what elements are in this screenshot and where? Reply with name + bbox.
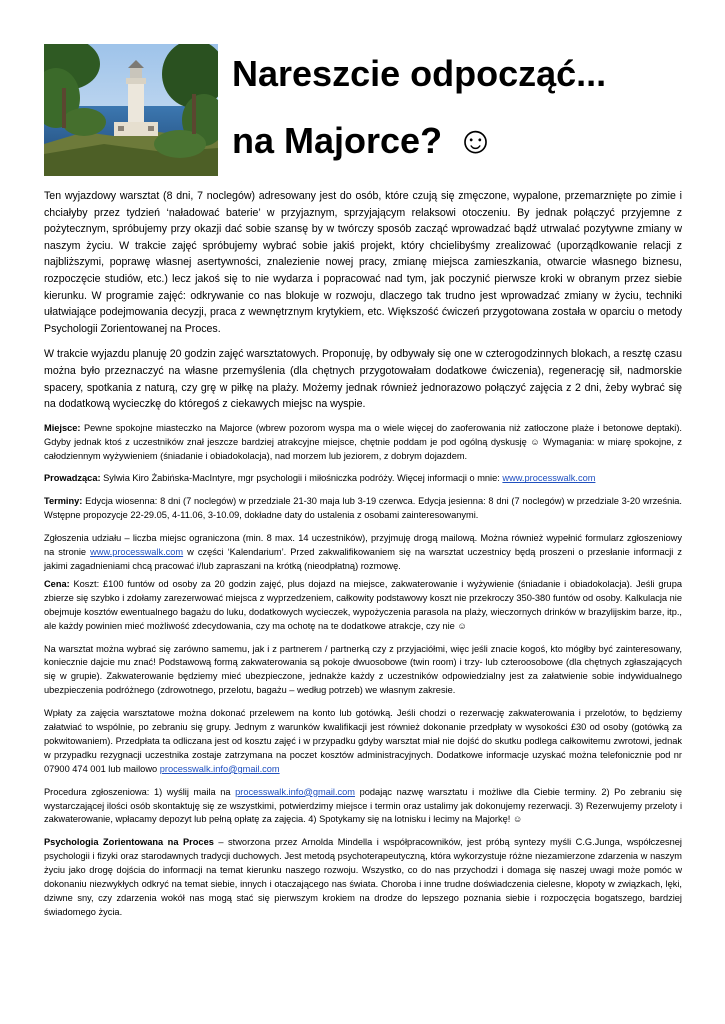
price-label: Cena: <box>44 578 70 589</box>
price-paragraph <box>44 578 682 634</box>
process-psychology-paragraph <box>44 836 682 919</box>
process-psychology-label: Psychologia Zorientowana na Proces <box>44 837 214 848</box>
procedure-paragraph <box>44 786 682 828</box>
dates-paragraph <box>44 495 682 523</box>
title-text: na Majorce? <box>232 120 443 161</box>
procedure-text-1: Procedura zgłoszeniowa: 1) wyślij maila na <box>44 786 236 797</box>
email-link[interactable]: processwalk.info@gmail.com <box>159 763 280 774</box>
registration-paragraph <box>44 532 682 574</box>
location-label: Miejsce: <box>44 422 81 433</box>
intro-paragraph: Ten wyjazdowy warsztat (8 dni, 7 noclegów) adresowany jest do osób, które czują się zmęczone, wypalone, przemarznięte po zimie i chciałyby przez tydzień ‘naładować baterie’ w przyjaznym, sprzyjającym relaksowi otoczeniu. By jednak połączyć przyjemne z pożytecznym, spróbujemy przy okazji dać sobie szansę by w twórczy sposób zacząć wprowadzać bądź utrwalać pozytywne zmiany w naszym życiu. W trakcie zajęć spróbujemy wybrać sobie jakiś projekt, który chcielibyśmy zrealizować (uporządkowanie relacji z najbliższymi, poprawę własnej asertywności, znalezienie nowej pracy, zmianę miejsca zamieszkania, otwarcie własnego biznesu, rozpoczęcie studiów, etc.) lecz jakoś się to nie wydarza i popracować nad tym, jak poczynić pierwsze kroki w obranym przez siebie kierunku. W programie zajęć: odkrywanie co nas blokuje w rozwoju, dlaczego tak trudno jest wprowadzać zmiany w życiu, techniki ułatwiające podejmowania decyzji, praca z wewnętrznym krytykiem, etc. Większość ćwiczeń przygotowana została w oparciu o metody Psychologii Zorientowanej na Proces. <box>44 190 682 335</box>
lighthouse-photo <box>44 44 218 176</box>
document-page <box>44 42 682 920</box>
instructor-label: Prowadząca: <box>44 473 101 484</box>
page-title-line-1: Nareszcie odpocząć... <box>232 53 607 94</box>
website-link[interactable]: www.processwalk.com <box>90 547 184 558</box>
location-paragraph <box>44 422 682 464</box>
schedule-paragraph: W trakcie wyjazdu planuję 20 godzin zajęć warsztatowych. Proponuję, by odbywały się one w czterogodzinnych blokach, a resztę czasu można było przeznaczyć na własne przemyślenia (dla chętnych przygotowałam dodatkowe ćwiczenia), regenerację sił, nadmorskie spacery, spotkania z naturą, czy grę w piłkę na plaży. Możemy jednak również jednorazowo połączyć zajęcia z 2 dni, żeby wybrać się na dodatkową wycieczkę do któregoś z ciekawych miejsc na wyspie. <box>44 348 682 411</box>
participation-paragraph: Na warsztat można wybrać się zarówno samemu, jak i z partnerem / partnerką czy z przyjaciółmi, więc jeśli znacie kogoś, kto mógłby być zainteresowany, koniecznie dajcie mu znać! Podstawową formą zakwaterowania są pokoje dwuosobowe (twin room) i trzy- lub czteroosobowe (dla chętnych zgłaszających się w grupie). Zakwaterowanie będziemy mieć ubezpieczone, jednakże każdy z uczestników odpowiedzialny jest za załatwienie sobie indywidualnego ubezpieczenia podróżnego (zdrowotnego, przelotu, bagażu – według potrzeb) we własnym zakresie. <box>44 643 682 696</box>
location-text: Pewne spokojne miasteczko na Majorce (wbrew pozorom wyspa ma o wiele więcej do zaoferowania niż zatłoczone plaże i betonowe deptaki). Gdyby jednak ktoś z uczestników znał jeszcze bardziej atrakcyjne miejsce, chętnie poddam je pod ogólną dyskusję ☺ Wymagania: w miarę spokojne, z całodziennym wyżywieniem (śniadanie i obiadokolacja), nad morzem lub jeziorem, z dobrym dojazdem. <box>44 422 682 461</box>
registration-text-2: w części ‘Kalendarium’. Przed zakwalifikowaniem się na warsztat uczestnicy będą proszeni o przesłanie informacji z jakimi zagadnieniami chcą pracować i/lub zapraszani na krótką (nieodpłatną) rozmowę. <box>44 547 682 571</box>
dates-text: Edycja wiosenna: 8 dni (7 noclegów) w przedziale 21-30 maja lub 3-19 czerwca. Edycja jesienna: 8 dni (7 noclegów) w przedziale 3-20 września. Wstępne propozycje 22-29.05, 4-11.06, 3-10.09, dokładne daty do ustalenia z osobami zainteresowanymi. <box>44 496 682 521</box>
payments-text: Wpłaty za zajęcia warsztatowe można dokonać przelewem na konto lub gotówką. Jeśli chodzi o rezerwację zakwaterowania i przelotów, to będziemy załatwiać to wspólnie, po zebraniu się grupy. Jednym z warunków kwalifikacji jest również dokonanie przedpłaty w wysokości £30 od osoby (gotówką za pokwitowaniem). Przedpłata ta odliczana jest od kosztu zajęć i w przypadku gdyby warsztat miał nie dojść do skutku podlega całkowitemu zwrotowi, jednak w przypadku rezygnacji uczestnika zostaje zatrzymana na poczet kosztów administracyjnych. Dodatkowe informacje uzyskać można telefonicznie pod nr 07900 474 001 lub mailowo <box>44 708 682 774</box>
lighthouse-image <box>44 44 218 176</box>
instructor-text: Sylwia Kiro Żabińska-MacIntyre, mgr psychologii i miłośniczka podróży. Więcej informacji o mnie: <box>100 473 503 484</box>
process-psychology-text: – stworzona przez Arnolda Mindella i współpracowników, jest próbą syntezy myśli C.G.Junga, współczesnej psychologii i fizyki oraz starodawnych tradycji duchowych. Jest metodą psychoterapeutyczną, która wykorzystuje różne niezamierzone zdarzenia w naszym życiu jako drogę dojścia do informacji na temat kierunku naszego rozwoju. Wszystko, co do nas przychodzi i domaga się naszej uwagi może pomóc w dokonaniu niezwykłych odkryć na temat siebie, innych i otaczającego nas świata. Choroba i inne trudne doświadczenia cielesne, kłopoty w związkach, lęki, dziwne sny, czy zdarzenia wokół nas mogą stać się pierwszym krokiem na drodze do lepszego poznania siebie i rozpoczęcia bogatszego, bardziej świadomego życia. <box>44 837 682 917</box>
payments-paragraph <box>44 707 682 777</box>
dates-label: Terminy: <box>44 496 83 507</box>
page-title-line-2 <box>232 122 495 160</box>
email-link[interactable]: processwalk.info@gmail.com <box>235 786 356 797</box>
price-text: Koszt: £100 funtów od osoby za 20 godzin zajęć, plus dojazd na miejsce, zakwaterowanie i wyżywienie (śniadanie i obiadokolacja). Jeśli grupa zbierze się szybko i zdołamy zarezerwować miejsca z wyprzedzeniem, całkowity podstawowy koszt nie przekroczy 350-380 funtów od osoby. Kalkulacja nie obejmuje kosztów ewentualnego bagażu do luku, dodatkowych wycieczek, wypożyczenia parasola na plaży, wieczornych drinków w brazylijskim barze, itp., ale każdy powinien mieć możliwość zdecydowania, czy ma ochotę na te dodatkowe atrakcje, czy nie ☺ <box>44 578 682 631</box>
website-link[interactable]: www.processwalk.com <box>502 473 596 484</box>
instructor-paragraph <box>44 472 682 486</box>
smiley-icon: ☺ <box>456 120 495 162</box>
registration-text-1: Zgłoszenia udziału – liczba miejsc ograniczona (min. 8 max. 14 uczestników), przyjmuję drogą mailową. Można również wypełnić formularz zgłoszeniowy na stronie <box>44 533 682 558</box>
header <box>44 42 682 176</box>
procedure-text-2: podając nazwę warsztatu i możliwe dla Ciebie terminy. 2) Po zebraniu się wystarczającej ilości osób skontaktuję się ze wszystkimi, potwierdzimy miejsce i termin oraz ustalimy jak dokonujemy rezerwacji. 3) Rezerwujemy przeloty i zakwaterowanie, wpłacamy depozyt lub pełną opłatę za zajęcia. 4) Spotykamy się na lotnisku i lecimy na Majorkę! ☺ <box>44 786 682 825</box>
